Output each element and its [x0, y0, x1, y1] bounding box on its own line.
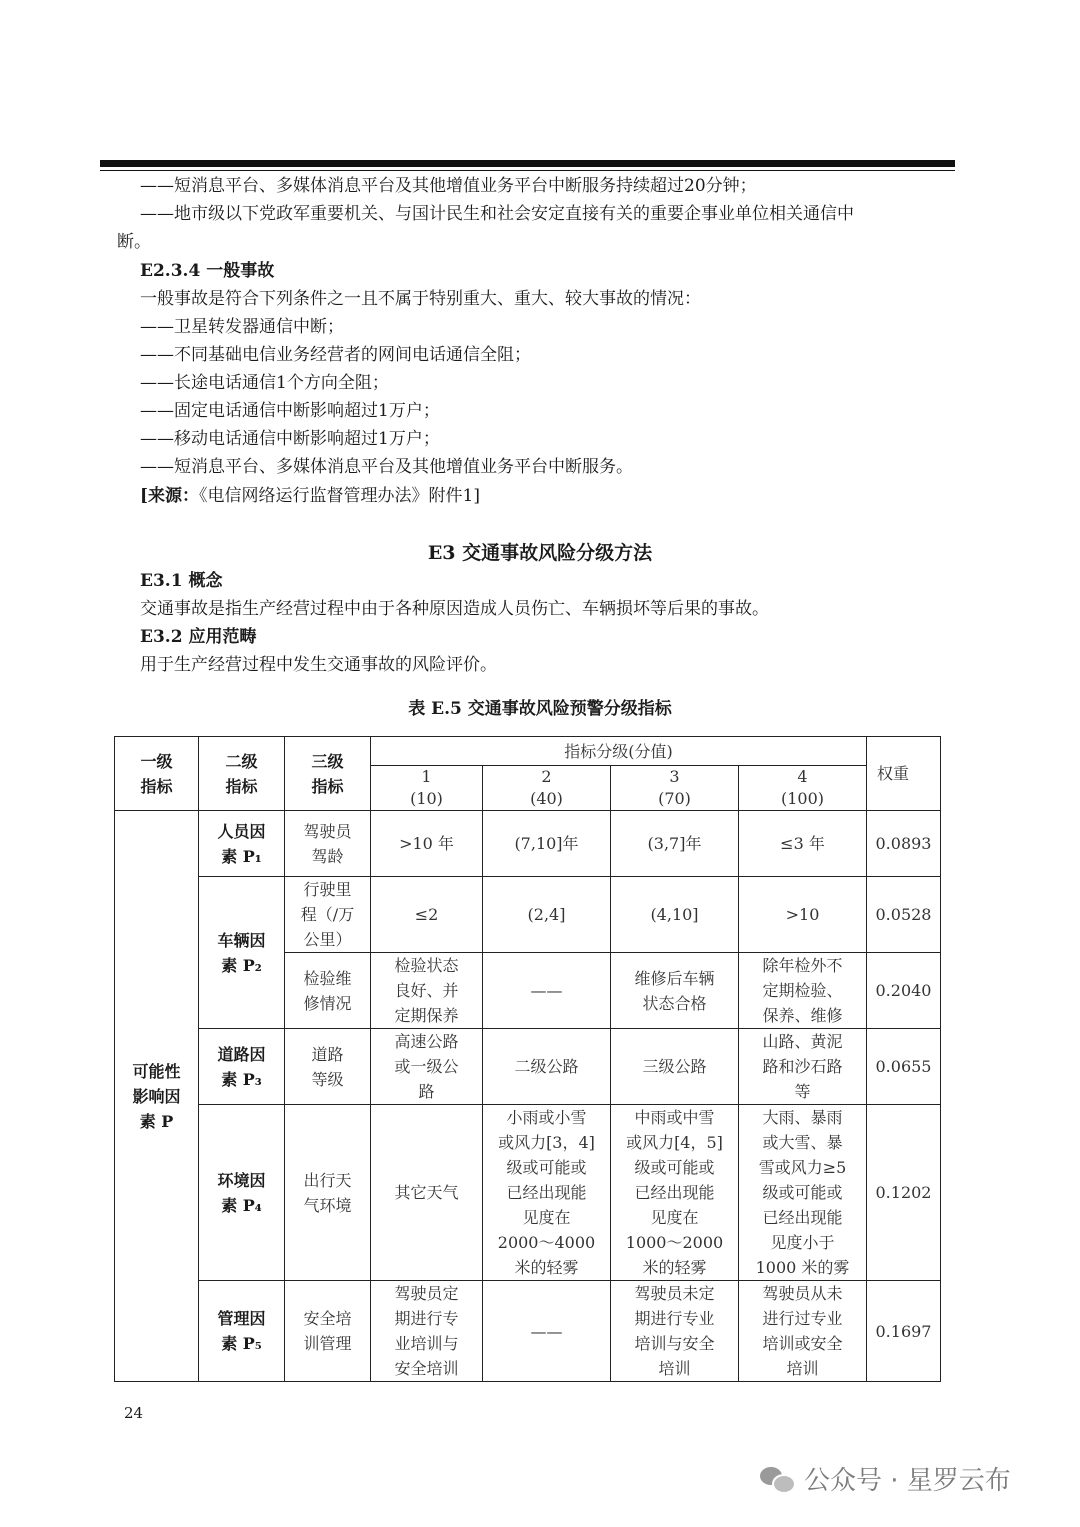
source-text: 《电信网络运行监督管理办法》附件1]: [199, 486, 480, 506]
grade-cell: 三级公路: [611, 1029, 739, 1105]
table-row: [115, 877, 941, 953]
header-level1: 一级 指标: [115, 737, 199, 811]
header-grade-4: 4 (100): [739, 766, 867, 811]
factor-p2: 车辆因 素 P₂: [199, 877, 285, 1029]
factor-p4: 环境因 素 P₄: [199, 1105, 285, 1281]
heading-e31: E3.1 概念: [140, 571, 223, 591]
list-item: ——移动电话通信中断影响超过1万户；: [140, 429, 440, 449]
weight-cell: 0.1697: [867, 1281, 941, 1382]
source-label: [来源：: [140, 486, 200, 506]
grade-cell: 驾驶员从未 进行过专业 培训或安全 培训: [739, 1281, 867, 1382]
grade-cell: 驾驶员未定 期进行专业 培训与安全 培训: [611, 1281, 739, 1382]
grade-cell: (4,10]: [611, 877, 739, 953]
factor-p3: 道路因 素 P₃: [199, 1029, 285, 1105]
heading-e32: E3.2 应用范畴: [140, 627, 257, 647]
grade-cell: ——: [483, 1281, 611, 1382]
header-grade-1: 1 (10): [371, 766, 483, 811]
table-row: [115, 1105, 941, 1281]
header-level2: 二级 指标: [199, 737, 285, 811]
grade-cell: 检验状态 良好、并 定期保养: [371, 953, 483, 1029]
table-row: [115, 811, 941, 877]
grade-cell: 大雨、暴雨 或大雪、暴 雪或风力≥5 级或可能或 已经出现能 见度小于 1000 米的雾: [739, 1105, 867, 1281]
grade-cell: ≤3 年: [739, 811, 867, 877]
list-item: ——固定电话通信中断影响超过1万户；: [140, 401, 440, 421]
table-row: [115, 1281, 941, 1382]
grade-cell: 小雨或小雪 或风力[3，4] 级或可能或 已经出现能 见度在 2000～4000 米的轻雾: [483, 1105, 611, 1281]
list-item: ——短消息平台、多媒体消息平台及其他增值业务平台中断服务。: [140, 457, 633, 477]
wechat-icon: [760, 1465, 794, 1493]
grade-cell: ——: [483, 953, 611, 1029]
table-row: [115, 1029, 941, 1105]
grade-cell: 中雨或中雪 或风力[4，5] 级或可能或 已经出现能 见度在 1000～2000 米的轻雾: [611, 1105, 739, 1281]
paragraph-e234-lead: 一般事故是符合下列条件之一且不属于特别重大、重大、较大事故的情况：: [140, 289, 701, 309]
indicator-cell: 行驶里 程（/万 公里）: [285, 877, 371, 953]
page-number: 24: [124, 1404, 144, 1422]
indicator-cell: 检验维 修情况: [285, 953, 371, 1029]
list-item: ——卫星转发器通信中断；: [140, 317, 344, 337]
header-rule-thin: [100, 170, 955, 171]
watermark-text: 公众号 · 星罗云布: [804, 1466, 1011, 1496]
indicator-cell: 道路 等级: [285, 1029, 371, 1105]
grade-cell: 高速公路 或一级公 路: [371, 1029, 483, 1105]
weight-cell: 0.1202: [867, 1105, 941, 1281]
indicator-cell: 安全培 训管理: [285, 1281, 371, 1382]
grade-cell: 除年检外不 定期检验、 保养、维修: [739, 953, 867, 1029]
section-title-e3: E3 交通事故风险分级方法: [427, 542, 653, 564]
grade-cell: (3,7]年: [611, 811, 739, 877]
grade-cell: 驾驶员定 期进行专 业培训与 安全培训: [371, 1281, 483, 1382]
weight-cell: 0.0893: [867, 811, 941, 877]
intro-line-1: ——短消息平台、多媒体消息平台及其他增值业务平台中断服务持续超过20分钟；: [140, 176, 757, 196]
grade-cell: >10 年: [371, 811, 483, 877]
grade-cell: (2,4]: [483, 877, 611, 953]
weight-cell: 0.0528: [867, 877, 941, 953]
intro-line-3: 断。: [117, 232, 151, 252]
heading-e234: E2.3.4 一般事故: [140, 261, 275, 281]
source-citation: [140, 483, 480, 509]
grade-cell: ≤2: [371, 877, 483, 953]
factor-p1: 人员因 素 P₁: [199, 811, 285, 877]
grade-cell: 其它天气: [371, 1105, 483, 1281]
table-caption: 表 E.5 交通事故风险预警分级指标: [408, 699, 672, 719]
grade-cell: (7,10]年: [483, 811, 611, 877]
list-item: ——不同基础电信业务经营者的网间电话通信全阻；: [140, 345, 531, 365]
indicator-cell: 出行天 气环境: [285, 1105, 371, 1281]
header-weight: 权重: [867, 737, 941, 811]
grade-cell: 二级公路: [483, 1029, 611, 1105]
intro-line-2: ——地市级以下党政军重要机关、与国计民生和社会安定直接有关的重要企事业单位相关通信中: [140, 204, 854, 224]
paragraph-e31: 交通事故是指生产经营过程中由于各种原因造成人员伤亡、车辆损坏等后果的事故。: [140, 599, 769, 619]
grade-cell: 维修后车辆 状态合格: [611, 953, 739, 1029]
factor-p5: 管理因 素 P₅: [199, 1281, 285, 1382]
header-rule: [100, 160, 955, 167]
list-item: ——长途电话通信1个方向全阻；: [140, 373, 389, 393]
watermark: [760, 1460, 1011, 1497]
header-grade-2: 2 (40): [483, 766, 611, 811]
weight-cell: 0.0655: [867, 1029, 941, 1105]
grade-cell: 山路、黄泥 路和沙石路 等: [739, 1029, 867, 1105]
paragraph-e32: 用于生产经营过程中发生交通事故的风险评价。: [140, 655, 497, 675]
level1-factor: 可能性 影响因 素 P: [115, 811, 199, 1382]
grade-cell: >10: [739, 877, 867, 953]
risk-grading-table: [114, 736, 941, 1382]
header-grading: 指标分级(分值): [371, 737, 867, 766]
header-grade-3: 3 (70): [611, 766, 739, 811]
header-level3: 三级 指标: [285, 737, 371, 811]
weight-cell: 0.2040: [867, 953, 941, 1029]
indicator-cell: 驾驶员 驾龄: [285, 811, 371, 877]
